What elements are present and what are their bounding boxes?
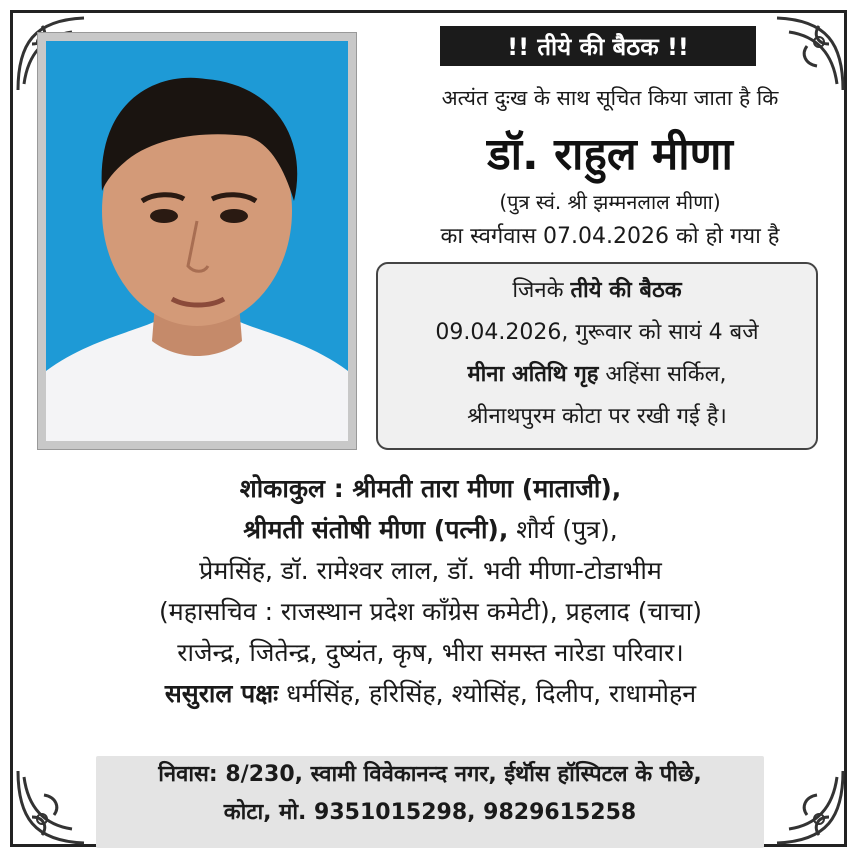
- intro-text: अत्यंत दुःख के साथ सूचित किया जाता है कि: [441, 86, 779, 110]
- inlaws-names: धर्मसिंह, हरिसिंह, श्योसिंह, दिलीप, राधामोहन: [278, 679, 697, 708]
- meeting-line-3: [378, 354, 816, 396]
- mourners-line-5: राजेन्द्र, जितेन्द्र, दुष्यंत, कृष, भीरा समस्त नारेडा परिवार।: [177, 638, 684, 667]
- deceased-name: डॉ. राहुल मीणा: [487, 129, 733, 180]
- corner-ornament-top-right: [767, 14, 847, 94]
- mourners-line-3: प्रेमसिंह, डॉ. रामेश्वर लाल, डॉ. भवी मीणा-टोडाभीम: [199, 556, 662, 585]
- mourners-line-2-bold: श्रीमती संतोषी मीणा (पत्नी),: [243, 515, 509, 544]
- demise-text: का स्वर्गवास 07.04.2026 को हो गया है: [440, 224, 780, 249]
- meeting-location: श्रीनाथपुरम कोटा पर रखी गई है।: [467, 404, 727, 429]
- portrait-frame: [37, 32, 357, 450]
- parentage-text: (पुत्र स्वं. श्री झम्मनलाल मीणा): [499, 190, 721, 214]
- mourners-line-2: [20, 509, 841, 550]
- corner-ornament-bottom-right: [767, 767, 847, 847]
- meeting-venue-area: अहिंसा सर्किल,: [598, 362, 727, 387]
- mourners-line-1: शोकाकुल : श्रीमती तारा मीणा (माताजी),: [239, 474, 622, 503]
- inlaws-label: ससुराल पक्षः: [164, 679, 279, 708]
- meeting-venue: मीना अतिथि गृह: [467, 362, 599, 387]
- corner-ornament-bottom-left: [14, 767, 94, 847]
- address-line-2: कोटा, मो. 9351015298, 9829615258: [223, 800, 637, 825]
- meeting-line-1-bold: तीये की बैठक: [570, 278, 682, 303]
- title-banner: !! तीये की बैठक !!: [440, 26, 756, 66]
- mourners-line-2-rest: शौर्य (पुत्र),: [508, 515, 618, 544]
- meeting-date-time: 09.04.2026, गुरूवार को सायं 4 बजे: [435, 320, 759, 345]
- mourners-line-4: (महासचिव : राजस्थान प्रदेश कॉंग्रेस कमेटी), प्रहलाद (चाचा): [159, 597, 702, 626]
- inlaws-line: [20, 673, 841, 714]
- mourners-section: [20, 468, 841, 714]
- portrait-illustration: [46, 41, 348, 441]
- address-box: [96, 756, 764, 848]
- address-line-1: निवास: 8/230, स्वामी विवेकानन्द नगर, ईर्थॉस हॉस्पिटल के पीछे,: [158, 762, 702, 787]
- portrait-photo: [46, 41, 348, 441]
- meeting-line-1-prefix: जिनके: [512, 278, 571, 303]
- meeting-line-1: [378, 270, 816, 312]
- meeting-details-box: [376, 262, 818, 450]
